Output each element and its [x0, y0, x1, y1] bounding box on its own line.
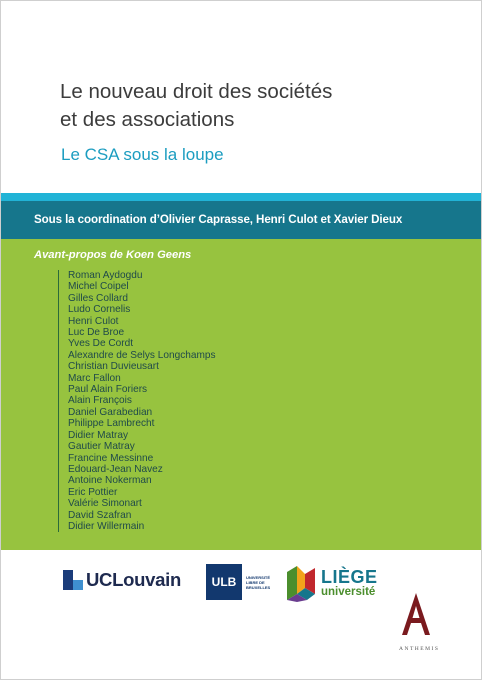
author-item: Eric Pottier: [68, 486, 118, 498]
anthemis-a-icon: [399, 591, 433, 639]
author-item: Alexandre de Selys Longchamps: [68, 349, 216, 361]
author-item: Marc Fallon: [68, 372, 121, 384]
author-item: Didier Matray: [68, 429, 129, 441]
ulb-mark: ULB: [206, 564, 242, 600]
liege-wordmark: LIÈGE: [321, 567, 378, 587]
author-item: Alain François: [68, 395, 132, 407]
author-item: Henri Culot: [68, 315, 119, 327]
author-item: Valérie Simonart: [68, 498, 142, 510]
title-line-1: Le nouveau droit des sociétés: [60, 80, 333, 103]
foreword-line: Avant-propos de Koen Geens: [34, 249, 192, 261]
liege-logo: [285, 564, 378, 602]
author-item: Ludo Cornelis: [68, 304, 131, 316]
author-item: Didier Willermain: [68, 520, 145, 532]
uclouvain-wordmark: UCLouvain: [86, 569, 181, 590]
title-line-2: et des associations: [60, 108, 235, 131]
liege-university-word: université: [321, 586, 376, 598]
author-item: Antoine Nokerman: [68, 475, 152, 487]
authors-list: [58, 270, 216, 532]
liege-mark-icon: [285, 564, 317, 602]
coordination-text: Sous la coordination d’Olivier Caprasse, Henri Culot et Xavier Dieux: [34, 213, 403, 226]
ulb-small-text: UNIVERSITÉ LIBRE DE BRUXELLES: [246, 574, 271, 590]
author-item: David Szafran: [68, 509, 132, 521]
book-title: [60, 78, 440, 134]
author-item: Luc De Broe: [68, 327, 125, 339]
uclouvain-mark-icon: [63, 570, 83, 590]
author-item: Gilles Collard: [68, 292, 129, 304]
author-item: Francine Messinne: [68, 452, 154, 464]
author-item: Yves De Cordt: [68, 338, 134, 350]
ulb-logo: [206, 564, 276, 600]
author-item: Michel Coipel: [68, 281, 129, 293]
author-item: Edouard-Jean Navez: [68, 463, 163, 475]
author-item: Gautier Matray: [68, 441, 135, 453]
author-item: Christian Duvieusart: [68, 361, 159, 373]
author-item: Daniel Garabedian: [68, 406, 153, 418]
uclouvain-logo: [63, 569, 181, 591]
book-subtitle: Le CSA sous la loupe: [61, 145, 224, 164]
author-item: Philippe Lambrecht: [68, 418, 155, 430]
publisher-name: ANTHEMIS: [399, 646, 440, 652]
author-item: Roman Aydogdu: [68, 270, 143, 281]
cyan-stripe: [1, 193, 482, 201]
anthemis-logo: [399, 591, 440, 652]
author-item: Paul Alain Foriers: [68, 384, 148, 396]
